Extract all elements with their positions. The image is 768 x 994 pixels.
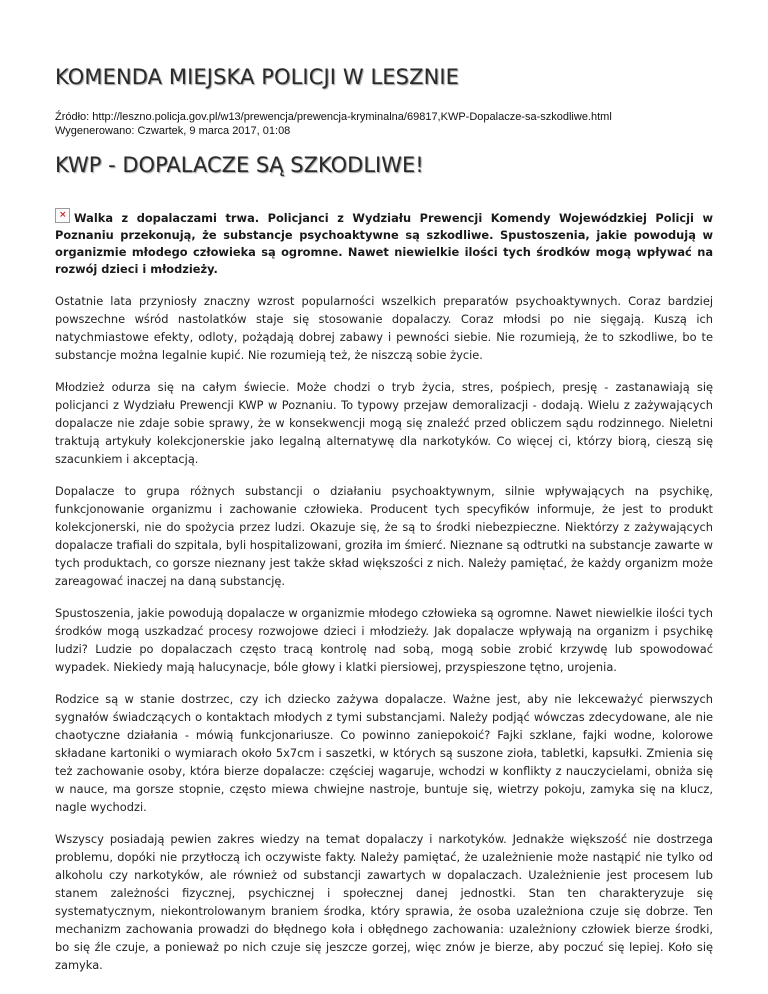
paragraph: Wszyscy posiadają pewien zakres wiedzy na temat dopalaczy i narkotyków. Jednakże większość nie dostrzega problemu, dopóki nie przytłoczą ich oczywiste fakty. Należy pamiętać, że uzależnienie może nastąpić nie tylko od alkoholu czy narkotyków, ale również od substancji zawartych w dopalaczach. Uzależnienie jest procesem lub stanem zależności fizycznej, psychicznej i społecznej danej jednostki. Stan ten charakteryzuje się systematycznym, niekontrolowanym braniem środka, który sprawia, że osoba uzależniona czuje się dobrze. Ten mechanizm zachowania prowadzi do błędnego koła i obłędnego zachowania: uzależniony człowiek bierze środki, bo się źle czuje, a ponieważ po nich czuje się jeszcze gorzej, więc znów je bierze, aby poczuć się lepiej. Koło się zamyka. — [55, 832, 713, 972]
generated-line: Wygenerowano: Czwartek, 9 marca 2017, 01:08 — [55, 125, 291, 137]
paragraph: Spustoszenia, jakie powodują dopalacze w organizmie młodego człowieka są ogromne. Nawet niewielkie ilości tych środków mogą uszkadzać procesy rozwojowe dzieci i młodzieży. Jak dopalacze wpływają na organizm i psychikę ludzi? Ludzie po dopalaczach często tracą kontrolę nad sobą, mogą sobie zrobić krzywdę lub spowodować wypadek. Niekiedy mają halucynacje, bóle głowy i klatki piersiowej, przyspieszone tętno, urojenia. — [55, 606, 713, 674]
site-title: KOMENDA MIEJSKA POLICJI W LESZNIE — [55, 65, 460, 89]
article-body — [55, 292, 713, 974]
article-title: KWP - DOPALACZE SĄ SZKODLIWE! — [55, 153, 424, 177]
paragraph: Młodzież odurza się na całym świecie. Może chodzi o tryb życia, stres, pośpiech, presję - zastanawiają się policjanci z Wydziału Prewencji KWP w Poznaniu. To typowy przejaw demoralizacji - dodają. Wielu z zażywających dopalacze nie zdaje sobie sprawy, że w konsekwencji mogą się znaleźć przed obliczem sądu rodzinnego. Nieletni traktują artykuły kolekcjonerskie jako legalną alternatywę dla narkotyków. Co więcej ci, którzy biorą, cieszą się szacunkiem i akceptacją. — [55, 380, 713, 466]
broken-image-icon: × — [55, 208, 70, 223]
paragraph: Dopalacze to grupa różnych substancji o działaniu psychoaktywnym, silnie wpływających na psychikę, funkcjonowanie organizmu i zachowanie człowieka. Producent tych specyfików informuje, że jest to produkt kolekcjonerski, nie do spożycia przez ludzi. Okazuje się, że są to środki niebezpieczne. Niektórzy z zażywających dopalacze trafiali do szpitala, byli hospitalizowani, groziła im śmierć. Nieznane są odtrutki na substancje zawarte w tych produktach, co gorsze nieznany jest także skład większości z nich. Należy pamiętać, że każdy organizm może zareagować inaczej na daną substancję. — [55, 484, 713, 588]
source-line: Źródło: http://leszno.policja.gov.pl/w13/prewencja/prewencja-kryminalna/69817,KWP-Dopalacze-sa-szkodliwe.html — [55, 111, 612, 123]
paragraph: Rodzice są w stanie dostrzec, czy ich dziecko zażywa dopalacze. Ważne jest, aby nie lekceważyć pierwszych sygnałów świadczących o kontaktach młodych z tymi substancjami. Należy podjąć wówczas zdecydowane, ale nie chaotyczne działania - mówią funkcjonariusze. Co powinno zaniepokoić? Fajki szklane, fajki wodne, kolorowe składane kartoniki o wymiarach około 5x7cm i saszetki, w których są suszone zioła, tabletki, kapsułki. Zmienia się też zachowanie osoby, która bierze dopalacze: częściej wagaruje, wchodzi w konflikty z nauczycielami, obniża się w nauce, ma gorsze stopnie, często miewa chwiejne nastroje, buntuje się, wietrzy pokoju, zamyka się na klucz, nagle wychodzi. — [55, 692, 713, 814]
article-lead — [55, 208, 713, 278]
paragraph: Ostatnie lata przyniosły znaczny wzrost popularności wszelkich preparatów psychoaktywnych. Coraz bardziej powszechne wśród nastolatków staje się stosowanie dopalaczy. Coraz młodsi po nie sięgają. Kuszą ich natychmiastowe efekty, odloty, pożądają dobrej zabawy i pewności siebie. Nie rozumieją, że to szkodliwe, bo te substancje można legalnie kupić. Nie rozumieją też, że niszczą sobie życie. — [55, 294, 713, 362]
lead-text: Walka z dopalaczami trwa. Policjanci z Wydziału Prewencji Komendy Wojewódzkiej Policji w Poznaniu przekonują, że substancje psychoaktywne są szkodliwe. Spustoszenia, jakie powodują w organizmie młodego człowieka są ogromne. Nawet niewielkie ilości tych środków mogą wpływać na rozwój dzieci i młodzieży. — [55, 211, 713, 276]
document-meta — [55, 110, 713, 138]
